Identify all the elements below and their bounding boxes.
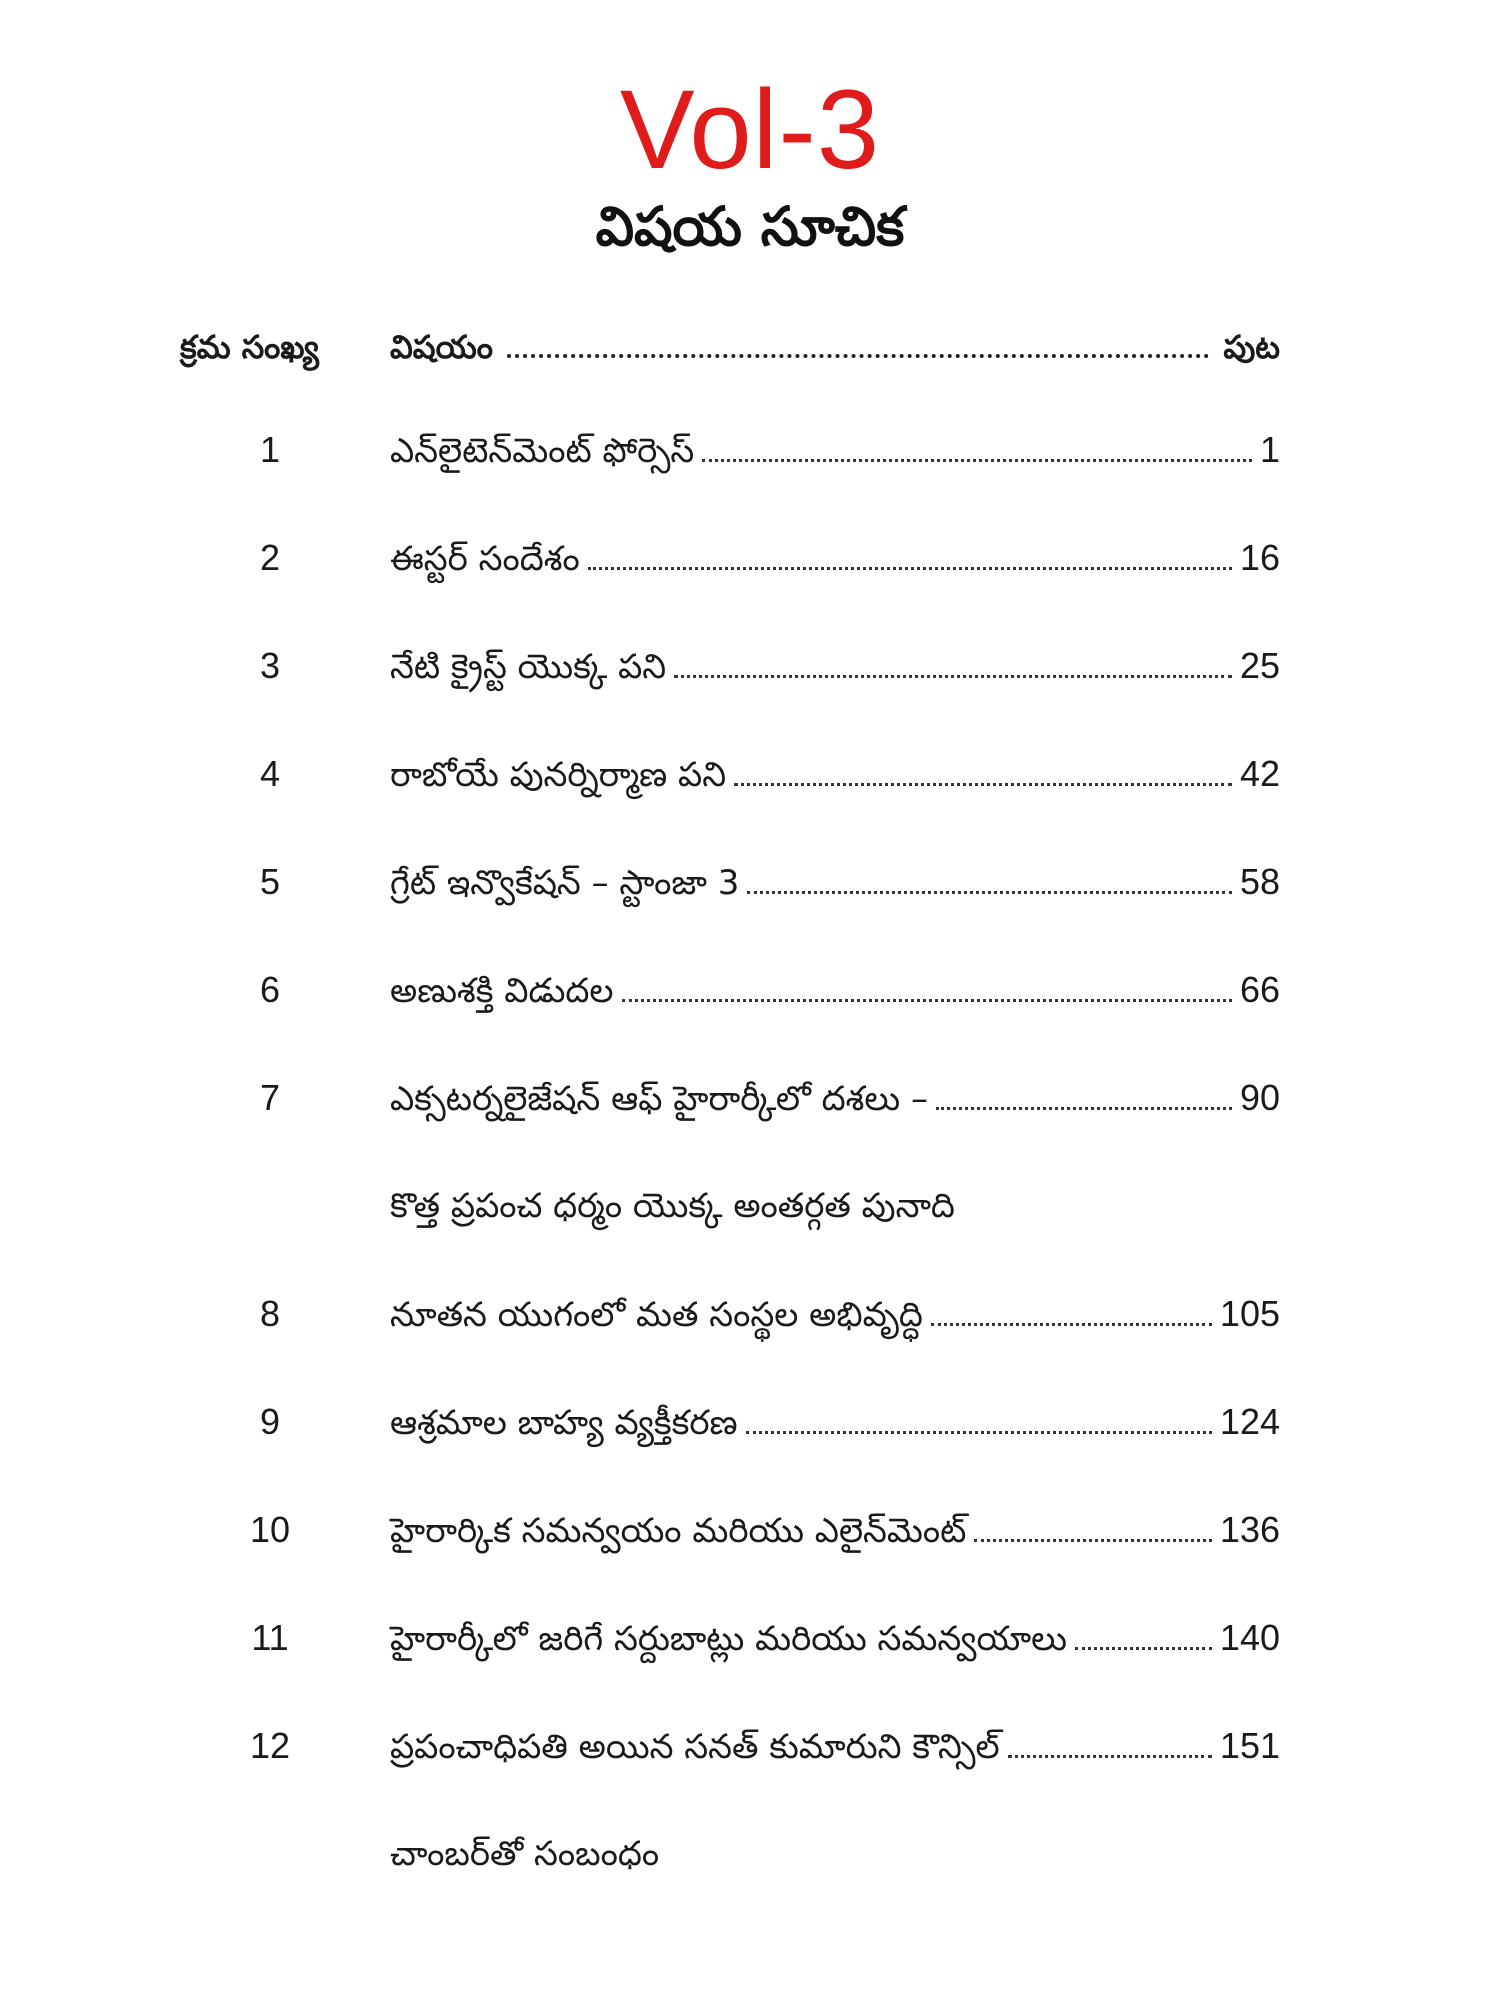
toc-entry — [0, 940, 1500, 1048]
toc-entry — [0, 508, 1500, 616]
entry-topic: ఈస్టర్ సందేశం — [390, 539, 580, 579]
entry-page-number: 25 — [1239, 645, 1280, 686]
entry-number: 8 — [259, 1293, 281, 1334]
entry-page-number: 136 — [1219, 1509, 1280, 1550]
entry-page-number: 42 — [1239, 753, 1280, 794]
toc-entry — [0, 832, 1500, 940]
leader-dots — [936, 1107, 1232, 1110]
entry-line — [390, 1720, 1280, 1772]
entry-topic: రాబోయే పునర్నిర్మాణ పని — [390, 755, 727, 795]
entry-page-number: 58 — [1239, 861, 1280, 902]
toc-entry — [0, 1696, 1500, 1804]
entry-line — [390, 640, 1280, 692]
entry-topic: ఎక్సటర్నలైజేషన్ ఆఫ్ హైరార్కీలో దశలు – — [390, 1079, 928, 1119]
toc-entry — [0, 1480, 1500, 1588]
page-header: పుట — [1223, 328, 1280, 366]
entry-number: 6 — [259, 969, 281, 1010]
entry-line — [390, 532, 1280, 584]
entry-topic-continuation: కొత్త ప్రపంచ ధర్మం యొక్క అంతర్గత పునాది — [390, 1186, 955, 1226]
entry-line — [390, 1504, 1280, 1556]
toc-entry-continuation — [0, 1156, 1500, 1264]
entry-line — [390, 424, 1280, 476]
leader-dots — [622, 999, 1232, 1002]
leader-dots — [588, 567, 1232, 570]
leader-dots — [1008, 1755, 1212, 1758]
toc-entry — [0, 1372, 1500, 1480]
entry-line — [390, 1072, 1280, 1124]
entry-number: 11 — [251, 1617, 289, 1658]
toc-entry — [0, 616, 1500, 724]
leader-dots — [1075, 1647, 1212, 1650]
entry-number: 10 — [249, 1509, 291, 1550]
entry-line — [390, 856, 1280, 908]
entry-page-number: 1 — [1259, 429, 1280, 470]
serial-number-header: క్రమ సంఖ్య — [180, 328, 319, 366]
entry-topic: ఆశ్రమాల బాహ్య వ్యక్తీకరణ — [390, 1403, 738, 1443]
entry-line — [390, 964, 1280, 1016]
leader-dots — [734, 783, 1232, 786]
entry-number: 1 — [259, 429, 281, 470]
entry-number: 5 — [259, 861, 281, 902]
entry-line — [390, 1396, 1280, 1448]
page-title: విషయ సూచిక — [595, 195, 905, 258]
entry-page-number: 124 — [1219, 1401, 1280, 1442]
leader-dots — [507, 354, 1209, 358]
entry-topic-continuation: చాంబర్‌తో సంబంధం — [390, 1834, 660, 1874]
entry-topic: హైరార్కిక సమన్వయం మరియు ఎలైన్‌మెంట్ — [390, 1511, 967, 1551]
entry-number: 3 — [259, 645, 281, 686]
leader-dots — [974, 1539, 1212, 1542]
entry-page-number: 66 — [1239, 969, 1280, 1010]
toc-header — [180, 322, 1280, 372]
entry-number: 9 — [259, 1401, 281, 1442]
entry-page-number: 16 — [1239, 537, 1280, 578]
entry-topic: నూతన యుగంలో మత సంస్థల అభివృద్ధి — [390, 1295, 923, 1335]
entry-page-number: 151 — [1219, 1725, 1280, 1766]
entry-line — [390, 1612, 1280, 1664]
entry-page-number: 140 — [1219, 1617, 1280, 1658]
toc-entry — [0, 1264, 1500, 1372]
entry-topic: నేటి క్రైస్ట్ యొక్క పని — [390, 647, 667, 687]
entry-page-number: 90 — [1239, 1077, 1280, 1118]
entry-topic: గ్రేట్ ఇన్వొకేషన్ – స్టాంజా 3 — [390, 863, 740, 903]
toc-entry-continuation — [0, 1804, 1500, 1912]
toc-entries — [0, 400, 1500, 1912]
leader-dots — [746, 1431, 1212, 1434]
entry-number: 12 — [249, 1725, 291, 1766]
topic-header: విషయం — [390, 328, 493, 366]
entry-line — [390, 1288, 1280, 1340]
entry-topic: అణుశక్తి విడుదల — [390, 971, 614, 1011]
entry-page-number: 105 — [1219, 1293, 1280, 1334]
leader-dots — [702, 459, 1252, 462]
volume-label: Vol-3 — [619, 67, 881, 192]
toc-entry — [0, 1048, 1500, 1156]
entry-line — [390, 748, 1280, 800]
entry-topic: హైరార్కీలో జరిగే సర్దుబాట్లు మరియు సమన్వయాలు — [390, 1619, 1067, 1659]
leader-dots — [931, 1323, 1212, 1326]
leader-dots — [674, 675, 1232, 678]
toc-entry — [0, 400, 1500, 508]
entry-topic: ఎన్‌లైటెన్‌మెంట్ ఫోర్సెస్ — [390, 431, 695, 471]
toc-entry — [0, 724, 1500, 832]
entry-topic: ప్రపంచాధిపతి అయిన సనత్ కుమారుని కౌన్సిల్ — [390, 1727, 1000, 1767]
entry-number: 4 — [259, 753, 281, 794]
toc-entry — [0, 1588, 1500, 1696]
entry-number: 7 — [259, 1077, 281, 1118]
leader-dots — [747, 891, 1232, 894]
entry-number: 2 — [259, 537, 281, 578]
topic-header-line — [390, 322, 1280, 372]
